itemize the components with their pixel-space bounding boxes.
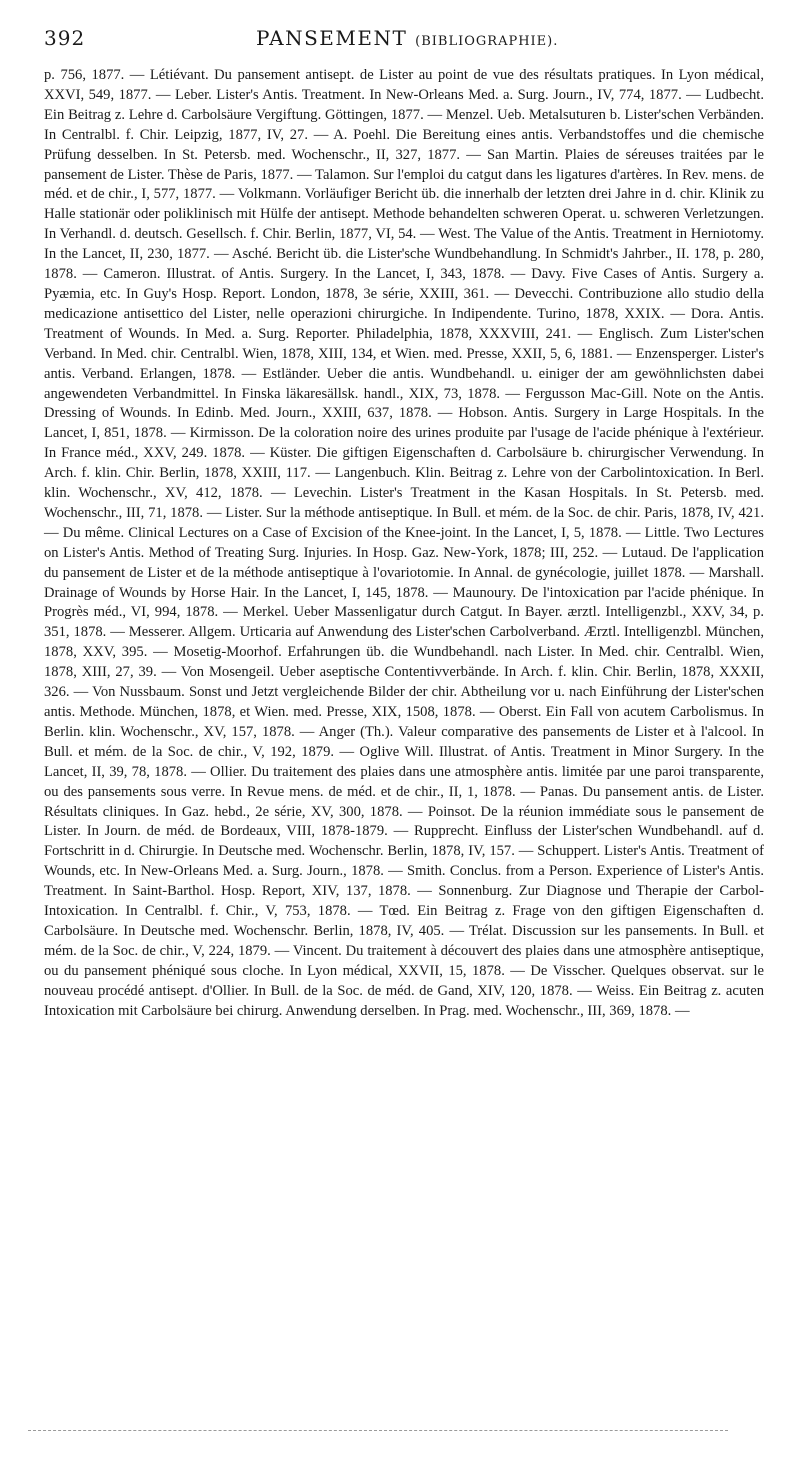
bottom-rule	[28, 1430, 728, 1431]
running-title	[256, 26, 558, 50]
page-number: 392	[44, 26, 86, 50]
bibliography-text	[44, 66, 764, 1022]
bibliography-paragraph: p. 756, 1877. — Létiévant. Du pansement antisept. de Lister au point de vue des résultats pratiques. In Lyon médical, XXVI, 549, 1877. — Leber. Lister's Antis. Treatment. In New-Orleans Med. a. Surg. Journ., IV, 774, 1877. — Ludbecht. Ein Beitrag z. Lehre d. Carbolsäure Vergiftung. Göttingen, 1877. — Menzel. Ueb. Metalsuturen b. Lister'schen Verbänden. In Centralbl. f. Chir. Leipzig, 1877, IV, 27. — A. Poehl. Die Bereitung eines antis. Verbandstoffes und die chemische Prüfung desselben. In St. Petersb. med. Wochenschr., II, 327, 1877. — San Martin. Plaies de séreuses traitées par le pansement de Lister. Thèse de Paris, 1877. — Talamon. Sur l'emploi du catgut dans les ligatures d'artères. In Rev. mens. de méd. et de chir., I, 577, 1877. — Volkmann. Vorläufiger Bericht üb. die innerhalb der letzten drei Jahre in d. chir. Klinik zu Halle stationär oder poliklinisch mit Hülfe der antisept. Methode behandelten schweren Operat. u. schweren Verletzungen. In Verhandl. d. deutsch. Gesellsch. f. Chir. Berlin, 1877, VI, 54. — West. The Value of the Antis. Treatment in Herniotomy. In the Lancet, II, 230, 1877. — Asché. Bericht üb. die Lister'sche Wundbehandlung. In Schmidt's Jahrber., II. 178, p. 280, 1878. — Cameron. Illustrat. of Antis. Surgery. In the Lancet, I, 343, 1878. — Davy. Five Cases of Antis. Surgery a. Pyæmia, etc. In Guy's Hosp. Report. London, 1878, 3e série, XXIII, 361. — Devecchi. Contribuzione allo studio della medicazione antisettico del Lister, nelle operazioni chirurgiche. In Indipendente. Turino, 1878, XXIX. — Dora. Antis. Treatment of Wounds. In Med. a. Surg. Reporter. Philadelphia, 1878, XXXVIII, 241. — Englisch. Zum Lister'schen Verband. In Med. chir. Centralbl. Wien, 1878, XIII, 134, et Wien. med. Presse, XXII, 5, 6, 1881. — Enzensperger. Lister's antis. Verband. Erlangen, 1878. — Estländer. Ueber die antis. Wundbehandl. u. einiger der am gewöhnlichsten dabei angewendeten Verbandmittel. In Finska läkaresällsk. handl., XIX, 73, 1878. — Fergusson Mac-Gill. Note on the Antis. Dressing of Wounds. In Edinb. Med. Journ., XXIII, 637, 1878. — Hobson. Antis. Surgery in Large Hospitals. In the Lancet, I, 851, 1878. — Kirmisson. De la coloration noire des urines produite par l'usage de l'acide phénique à l'extérieur. In France méd., XXV, 249. 1878. — Küster. Die giftigen Eigenschaften d. Carbolsäure b. chirurgischer Verwendung. In Arch. f. klin. Chir. Berlin, 1878, XXIII, 117. — Langenbuch. Klin. Beitrag z. Lehre von der Carbolintoxication. In Berl. klin. Wochenschr., XV, 412, 1878. — Levechin. Lister's Treatment in the Kasan Hospitals. In St. Petersb. med. Wochenschr., III, 71, 1878. — Lister. Sur la méthode antiseptique. In Bull. et mém. de la Soc. de chir. Paris, 1878, IV, 421. — Du même. Clinical Lectures on a Case of Excision of the Knee-joint. In the Lancet, I, 5, 1878. — Little. Two Lectures on Lister's Antis. Method of Treating Surg. Injuries. In Hosp. Gaz. New-York, 1878; III, 252. — Lutaud. De l'application du pansement de Lister et de la méthode antiseptique à l'ovariotomie. In Annal. de gynécologie, juillet 1878. — Marshall. Drainage of Wounds by Horse Hair. In the Lancet, I, 145, 1878. — Maunoury. De l'intoxication par l'acide phénique. In Progrès méd., VI, 994, 1878. — Merkel. Ueber Massenligatur durch Catgut. In Bayer. ærztl. Intelligenzbl., XXV, 34, p. 351, 1878. — Messerer. Allgem. Urticaria auf Anwendung des Lister'schen Carbolverband. Ærztl. Intelligenzbl. München, 1878, XXV, 395. — Mosetig-Moorhof. Erfahrungen üb. die Wundbehandl. nach Lister. In Med. chir. Centralbl. Wien, 1878, XIII, 27, 39. — Von Mosengeil. Ueber aseptische Contentivverbände. In Arch. f. klin. Chir. Berlin, 1878, XXXII, 326. — Von Nussbaum. Sonst und Jetzt vergleichende Bilder der chir. Abtheilung vor u. nach Einführung der Lister'schen antis. Methode. München, 1878, et Wien. med. Presse, XIX, 1508, 1878. — Oberst. Ein Fall von acutem Carbolismus. In Berlin. klin. Wochenschr., XV, 157, 1878. — Anger (Th.). Valeur comparative des pansements de Lister et à l'alcool. In Bull. et mém. de la Soc. de chir., V, 192, 1879. — Oglive Will. Illustrat. of Antis. Treatment in Minor Surgery. In the Lancet, II, 39, 78, 1878. — Ollier. Du traitement des plaies dans une atmosphère antis. limitée par une paroi transparente, ou des pansements sous verre. In Revue mens. de méd. et de chir., II, 1, 1878. — Panas. Du pansement antis. de Lister. Résultats cliniques. In Gaz. hebd., 2e série, XV, 300, 1878. — Poinsot. De la réunion immédiate sous le pansement de Lister. In Journ. de méd. de Bordeaux, VIII, 1878-1879. — Rupprecht. Einfluss der Lister'schen Wundbehandl. auf d. Fortschritt in d. Chirurgie. In Deutsche med. Wochenschr. Berlin, 1878, IV, 157. — Schuppert. Lister's Antis. Treatment of Wounds, etc. In New-Orleans Med. a. Surg. Journ., 1878. — Smith. Conclus. from a Person. Experience of Lister's Antis. Treatment. In Saint-Barthol. Hosp. Report, XIV, 137, 1878. — Sonnenburg. Zur Diagnose und Therapie der Carbol-Intoxication. In Centralbl. f. Chir., V, 753, 1878. — Tœd. Ein Beitrag z. Frage von den giftigen Eigenschaften d. Carbolsäure. In Deutsche med. Wochenschr. Berlin, 1878, IV, 405. — Trélat. Discussion sur les pansements. In Bull. et mém. de la Soc. de chir., V, 224, 1879. — Vincent. Du traitement à découvert des plaies dans une atmosphère antiseptique, ou du pansement phéniqué sous cloche. In Lyon médical, XXVII, 15, 1878. — De Visscher. Quelques observat. sur le nouveau procédé antisept. d'Ollier. In Bull. de la Soc. de méd. de Gand, XIV, 120, 1878. — Weiss. Ein Beitrag z. acuten Intoxication mit Carbolsäure bei chirurg. Anwendung derselben. In Prag. med. Wochenschr., III, 369, 1878. —	[44, 67, 764, 1019]
page-header	[44, 22, 764, 56]
running-title-subtitle: (BIBLIOGRAPHIE).	[415, 34, 559, 49]
running-title-main: PANSEMENT	[256, 26, 408, 50]
page	[44, 22, 764, 1022]
